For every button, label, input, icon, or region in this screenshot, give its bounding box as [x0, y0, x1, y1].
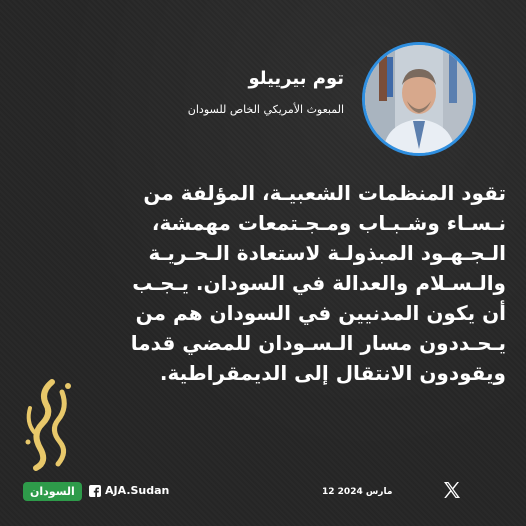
speaker-role: المبعوث الأمريكي الخاص للسودان	[187, 103, 344, 116]
sudan-badge[interactable]: السودان	[23, 482, 82, 501]
x-logo-icon[interactable]	[442, 480, 462, 500]
quote-line: ويقودون الانتقال إلى الديمقراطية.	[159, 361, 506, 385]
social-handle: AJA.Sudan	[105, 484, 170, 497]
speaker-photo	[365, 45, 473, 153]
quote-text	[22, 178, 506, 388]
speaker-name: توم بيرييلو	[248, 68, 344, 89]
post-date: 12 مارس 2024	[322, 487, 393, 497]
quote-line: يـحـددون مسار الـسـودان للمضي قدما	[130, 331, 506, 355]
quote-line: والـسـلام والعدالة في السودان. يـجـب	[132, 271, 506, 295]
social-link[interactable]	[89, 484, 169, 497]
quote-line: أن يكون المدنيين في السودان هم من	[135, 301, 506, 325]
speaker-avatar	[362, 42, 476, 156]
quote-line: تقود المنظمات الشعبيـة، المؤلفة من	[143, 181, 506, 205]
quote-line: الـجـهـود المبذولـة لاستعادة الـحـريـة	[148, 241, 506, 265]
facebook-icon	[89, 485, 101, 497]
quote-line: نـسـاء وشـبـاب ومـجـتمعات مهمشة،	[151, 211, 506, 235]
al-jazeera-logo	[22, 378, 78, 472]
